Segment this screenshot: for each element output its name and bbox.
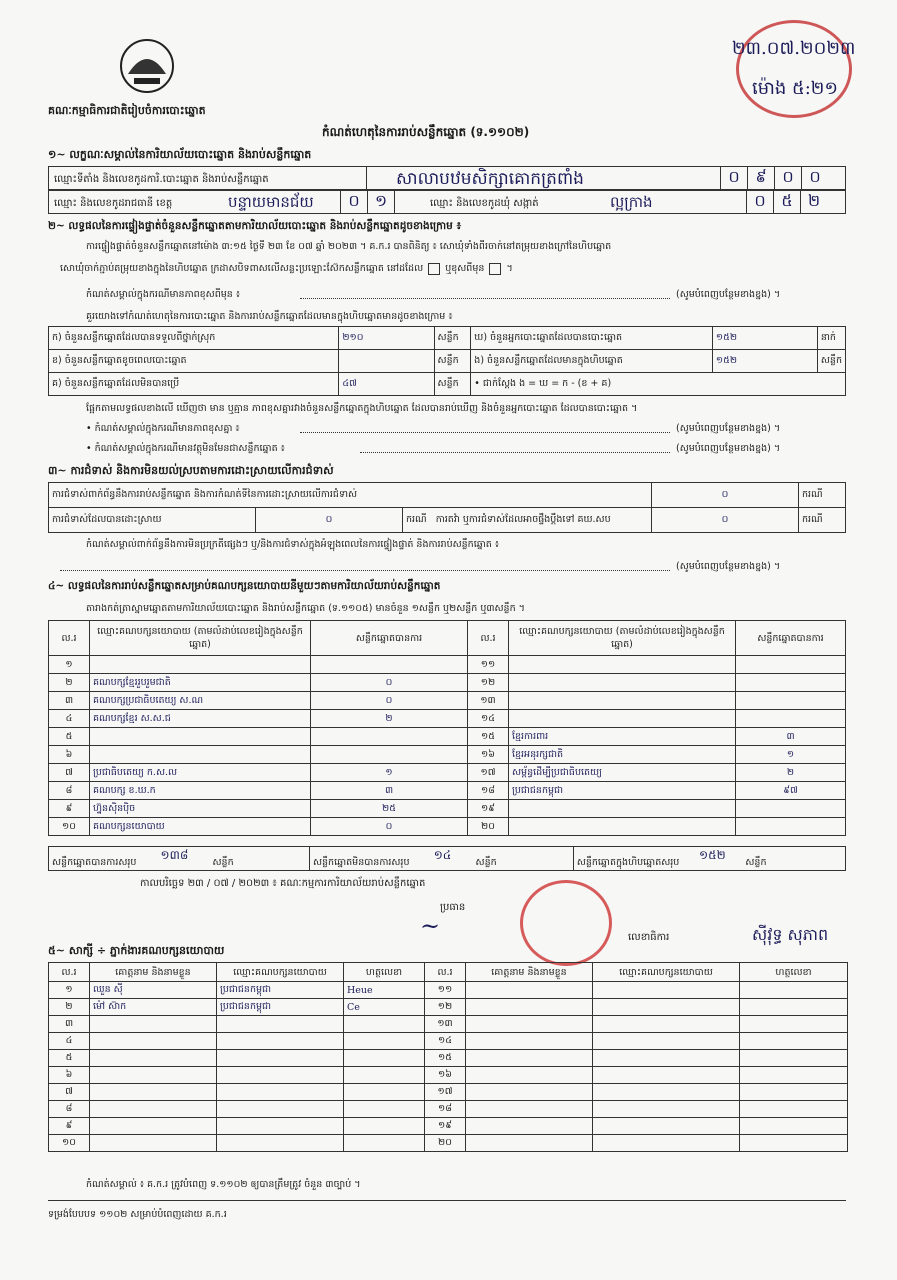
col-no: ល.រ xyxy=(49,621,90,656)
org-name: គណៈកម្មាធិការជាតិរៀបចំការបោះឆ្នោត xyxy=(48,104,206,117)
s2-title: ២~ លទ្ធផលនៃការផ្ទៀងផ្ទាត់ចំនួនសន្លឹកឆ្នោតតាមការិយាល័យបោះឆ្នោត និងរាប់សន្លឹកឆ្នោតដូចខាងក្រោម ៖ xyxy=(48,220,462,232)
party-name: គណបក្សខ្មែរ ស.ស.ជ xyxy=(90,710,311,728)
table-row xyxy=(49,847,846,871)
row-number: ១ xyxy=(49,656,90,674)
code-digit: ១ xyxy=(367,190,395,214)
row-number: ៦ xyxy=(49,746,90,764)
code-digit: ២ xyxy=(800,190,827,214)
table-row xyxy=(49,350,846,373)
code-digit: ០ xyxy=(340,190,367,214)
party-votes: ០ xyxy=(311,674,468,692)
party-votes xyxy=(736,656,846,674)
table-row xyxy=(49,508,846,533)
table-row xyxy=(49,1033,848,1050)
party-votes: ០ xyxy=(311,818,468,836)
table-row xyxy=(49,764,846,782)
witness-party xyxy=(217,1033,344,1050)
s2-para2: សោឃុំចាក់ភ្ជាប់តម្រុយខាងក្នុងនៃហិបឆ្នោត ក្រដាសបិទពាសលើសន្លះប្រឡោះស៊ែកសន្លឹកឆ្នោត នៅដដែល ឬខុសពីមុន ។ xyxy=(60,263,513,274)
count-unit: សន្លឹក xyxy=(434,327,471,350)
count-value: ១៥២ xyxy=(712,327,817,350)
party-votes: ៣ xyxy=(736,728,846,746)
s1-row1-value: សាលាបឋមសិក្សាគោកត្រពាំង xyxy=(396,169,584,189)
chair-signature: ~ xyxy=(420,912,441,940)
objection-unit: ករណី xyxy=(799,508,846,533)
row-number: ៨ xyxy=(49,782,90,800)
row-number: ១០ xyxy=(49,1135,90,1152)
objection-label xyxy=(403,508,652,533)
table-row xyxy=(49,373,846,396)
count-label: • ជាក់ស្តែង ង = ឃ = ក - (ខ + គ) xyxy=(471,373,846,396)
row-number: ៧ xyxy=(49,1084,90,1101)
row-number: ៦ xyxy=(49,1067,90,1084)
party-name xyxy=(509,656,736,674)
table-row xyxy=(49,999,848,1016)
code-digit: ៥ xyxy=(773,190,800,214)
s2-opt-changed: ឬខុសពីមុន xyxy=(445,263,485,274)
count-unit: សន្លឹក xyxy=(434,373,471,396)
secretary-name: ស៊ីវុទ្ធ សុភាព xyxy=(752,925,829,944)
witness-party xyxy=(593,982,740,999)
row-number: ១៤ xyxy=(468,710,509,728)
col-no: ល.រ xyxy=(468,621,509,656)
total-valid-unit: សន្លឹក xyxy=(212,857,234,868)
row-number: ១៧ xyxy=(468,764,509,782)
witness-signature xyxy=(344,1033,425,1050)
objection-label-b: ការតវ៉ា ឬការជំទាស់ដែលអាចផ្ទឹងប្ដឹងទៅ គឃ.សប xyxy=(435,514,611,525)
top-right-date: ២៣.០៧.២០២៣ xyxy=(732,38,856,59)
s4-title: ៤~ លទ្ធផលនៃការរាប់សន្លឹកឆ្នោតសម្រាប់គណបក្សនយោបាយនីមួយៗតាមការិយាល័យរាប់សន្លឹកឆ្នោត xyxy=(48,580,441,592)
count-label: គ) ចំនួនសន្លឹកឆ្នោតដែលមិនបានប្រើ xyxy=(49,373,339,396)
row-number: ៤ xyxy=(49,710,90,728)
witness-name xyxy=(466,1118,593,1135)
table-row xyxy=(49,782,846,800)
party-name xyxy=(509,710,736,728)
row-number: ៩ xyxy=(49,1118,90,1135)
witness-signature xyxy=(344,1101,425,1118)
witness-signature xyxy=(344,1084,425,1101)
count-value: ២១០ xyxy=(339,327,434,350)
s3-objection-table xyxy=(48,482,846,533)
row-number: ៥ xyxy=(49,728,90,746)
party-name xyxy=(509,818,736,836)
s5-footer: ទម្រង់បែបបទ ១១០២ សម្រាប់បំពេញដោយ គ.ក.រ xyxy=(48,1209,227,1220)
s1-row1-code xyxy=(720,166,828,190)
witness-name xyxy=(466,1101,593,1118)
witness-signature xyxy=(344,1016,425,1033)
s1-row2-value: បន្ទាយមានជ័យ xyxy=(228,193,314,211)
footer-divider xyxy=(48,1200,846,1201)
witness-signature xyxy=(740,1118,848,1135)
s2-note1-hint: (សូមបំពេញបន្ថែមខាងខ្នង) ។ xyxy=(676,289,781,300)
col-party: ឈ្មោះគណបក្សនយោបាយ xyxy=(593,963,740,982)
party-votes: ២ xyxy=(736,764,846,782)
code-digit: ០ xyxy=(746,190,773,214)
code-digit: ៩ xyxy=(747,166,774,190)
committee-stamp xyxy=(520,880,612,966)
witness-party xyxy=(593,999,740,1016)
party-name: គណបក្សខ្មែររួបរួមជាតិ xyxy=(90,674,311,692)
s2-b1: • កំណត់សម្គាល់ក្នុងករណីមានភាពខុសគ្នា ៖ xyxy=(86,423,240,434)
party-votes xyxy=(736,674,846,692)
witness-party xyxy=(217,1016,344,1033)
s4-totals xyxy=(48,846,846,871)
party-votes: ០ xyxy=(311,692,468,710)
s3-title: ៣~ ការជំទាស់ និងការមិនយល់ស្របតាមការដោះស្រាយលើការជំទាស់ xyxy=(48,464,334,477)
row-number: ១ xyxy=(49,982,90,999)
witness-party: ប្រជាជនកម្ពុជា xyxy=(217,982,344,999)
s1-title: ១~ លក្ខណៈសម្គាល់នៃការិយាល័យបោះឆ្នោត និងរាប់សន្លឹកឆ្នោត xyxy=(48,148,312,161)
witness-name xyxy=(90,1135,217,1152)
witness-name xyxy=(90,1101,217,1118)
party-name: ខ្មែរការពារ xyxy=(509,728,736,746)
party-votes: ៣ xyxy=(311,782,468,800)
party-votes: ១ xyxy=(736,746,846,764)
code-digit: ០ xyxy=(801,166,828,190)
witness-name xyxy=(466,999,593,1016)
s1-row2-code xyxy=(340,190,395,214)
party-name: ប្រជាជនកម្ពុជា xyxy=(509,782,736,800)
table-row xyxy=(49,728,846,746)
witness-name xyxy=(466,1033,593,1050)
party-votes xyxy=(311,746,468,764)
witness-name xyxy=(466,1050,593,1067)
objection-count: ០ xyxy=(652,483,799,508)
row-number: ១២ xyxy=(468,674,509,692)
witness-name xyxy=(90,1016,217,1033)
party-name: សម្ព័ន្ធដើម្បីប្រជាធិបតេយ្យ xyxy=(509,764,736,782)
witness-party: ប្រជាជនកម្ពុជា xyxy=(217,999,344,1016)
party-name: គណបក្ស ខ.ឃ.ក xyxy=(90,782,311,800)
form-title: កំណត់ហេតុនៃការរាប់សន្លឹកឆ្នោត (ទ.១១០២) xyxy=(322,125,530,139)
s4-results-table xyxy=(48,620,846,836)
s5-title: ៥~ សាក្សី ÷ ភ្នាក់ងារគណបក្សនយោបាយ xyxy=(48,944,225,957)
s2-para3: គួរយោងទៅកំណត់ហេតុនៃការបោះឆ្នោត និងការរាប់សន្លឹកឆ្នោតដែលមានក្នុងហិបឆ្នោតមានដូចខាងក្រោម ៖ xyxy=(86,311,453,322)
table-row xyxy=(49,1016,848,1033)
col-no: ល.រ xyxy=(49,963,90,982)
table-row xyxy=(49,656,846,674)
s3-note: កំណត់សម្គាល់ពាក់ព័ន្ធនឹងការមិនប្រក្រតីផ្សេងៗ ឬ/និងការជំទាស់ក្នុងអំឡុងពេលនៃការផ្ទៀងផ្ទាត់ និងការរាប់សន្លឹកឆ្នោត ៖ xyxy=(86,539,499,550)
col-sig: ហត្ថលេខា xyxy=(740,963,848,982)
witness-name xyxy=(466,1067,593,1084)
row-number: ១១ xyxy=(425,982,466,999)
witness-name xyxy=(466,1016,593,1033)
party-votes: ៩៧ xyxy=(736,782,846,800)
party-name: ហ្វ៊ុនស៊ិនប៉ិច xyxy=(90,800,311,818)
objection-count: ០ xyxy=(256,508,403,533)
total-invalid-value: ១៤ xyxy=(433,848,452,862)
party-name xyxy=(509,692,736,710)
witness-signature xyxy=(740,1135,848,1152)
objection-unit: ករណី xyxy=(406,514,427,525)
party-name xyxy=(90,746,311,764)
witness-party xyxy=(593,1084,740,1101)
table-row xyxy=(49,746,846,764)
table-row xyxy=(49,674,846,692)
row-number: ៣ xyxy=(49,692,90,710)
s2-b2-hint: (សូមបំពេញបន្ថែមខាងខ្នង) ។ xyxy=(676,443,781,454)
row-number: ១៧ xyxy=(425,1084,466,1101)
party-votes xyxy=(311,728,468,746)
party-votes: ២ xyxy=(311,710,468,728)
witness-name xyxy=(90,1067,217,1084)
row-number: ១១ xyxy=(468,656,509,674)
witness-party xyxy=(593,1033,740,1050)
witness-party xyxy=(593,1067,740,1084)
table-row xyxy=(49,1135,848,1152)
witness-party xyxy=(217,1101,344,1118)
total-box-label: សន្លឹកឆ្នោតក្នុងហិបឆ្នោតសរុប xyxy=(576,857,680,868)
table-row xyxy=(49,692,846,710)
party-name: គណបក្សនយោបាយ xyxy=(90,818,311,836)
row-number: ១៥ xyxy=(468,728,509,746)
total-invalid-unit: សន្លឹក xyxy=(475,857,497,868)
s3-hint: (សូមបំពេញបន្ថែមខាងខ្នង) ។ xyxy=(676,561,781,572)
witness-party xyxy=(217,1118,344,1135)
party-name: ខ្មែរអនុរក្សជាតិ xyxy=(509,746,736,764)
table-row xyxy=(49,1118,848,1135)
witness-signature xyxy=(740,1067,848,1084)
party-name xyxy=(509,674,736,692)
witness-signature: Ce xyxy=(344,999,425,1016)
row-number: ៩ xyxy=(49,800,90,818)
witness-party xyxy=(217,1050,344,1067)
table-row xyxy=(49,982,848,999)
count-unit: សន្លឹក xyxy=(817,350,845,373)
col-name: គោត្តនាម និងនាមខ្លួន xyxy=(466,963,593,982)
table-row xyxy=(49,800,846,818)
party-votes xyxy=(311,656,468,674)
objection-label: ការជំទាស់ដែលបានដោះស្រាយ xyxy=(49,508,256,533)
s1-row2-value-b: ល្អក្រាង xyxy=(610,193,653,211)
chair-label: ប្រធាន xyxy=(440,902,466,913)
witness-name xyxy=(90,1118,217,1135)
row-number: ១៣ xyxy=(468,692,509,710)
row-number: ១៤ xyxy=(425,1033,466,1050)
row-number: ២ xyxy=(49,674,90,692)
table-header-row xyxy=(49,621,846,656)
row-number: ៤ xyxy=(49,1033,90,1050)
col-name: គោត្តនាម និងនាមខ្លួន xyxy=(90,963,217,982)
witness-party xyxy=(593,1101,740,1118)
witness-name: ម៉ៅ ស៊ាក xyxy=(90,999,217,1016)
row-number: ១៥ xyxy=(425,1050,466,1067)
row-number: ៥ xyxy=(49,1050,90,1067)
count-label: ក) ចំនួនសន្លឹកឆ្នោតដែលបានទទួលពីថ្នាក់ស្រុក xyxy=(49,327,339,350)
table-row xyxy=(49,1067,848,1084)
s2-count-table xyxy=(48,326,846,396)
party-votes xyxy=(736,818,846,836)
witness-party xyxy=(593,1016,740,1033)
s5-witness-table xyxy=(48,962,848,1152)
count-value: ១៥២ xyxy=(712,350,817,373)
party-name: គណបក្សប្រជាធិបតេយ្យ ស.ណ xyxy=(90,692,311,710)
row-number: ២០ xyxy=(425,1135,466,1152)
table-row xyxy=(49,327,846,350)
code-digit: ០ xyxy=(774,166,801,190)
witness-name xyxy=(466,1135,593,1152)
party-votes: ១ xyxy=(311,764,468,782)
party-votes xyxy=(736,800,846,818)
changed-checkbox[interactable] xyxy=(489,263,501,275)
party-votes xyxy=(736,710,846,728)
witness-party xyxy=(593,1135,740,1152)
emblem-icon xyxy=(114,36,180,98)
col-party: ឈ្មោះគណបក្សនយោបាយ (តាមលំដាប់លេខរៀងក្នុងសន្លឹកឆ្នោត) xyxy=(90,621,311,656)
top-stamp xyxy=(736,20,852,118)
table-row xyxy=(49,1101,848,1118)
row-number: ១៩ xyxy=(468,800,509,818)
col-votes: សន្លឹកឆ្នោតបានការ xyxy=(311,621,468,656)
party-name xyxy=(509,800,736,818)
witness-party xyxy=(217,1084,344,1101)
col-party: ឈ្មោះគណបក្សនយោបាយ (តាមលំដាប់លេខរៀងក្នុងសន្លឹកឆ្នោត) xyxy=(509,621,736,656)
s1-row2-label-b: ឈ្មោះ និងលេខកូដឃុំ សង្កាត់ xyxy=(430,198,539,209)
witness-name xyxy=(90,1050,217,1067)
row-number: ២០ xyxy=(468,818,509,836)
s2-para1: ការផ្ទៀងផ្ទាត់ចំនួនសន្លឹកឆ្នោតនៅម៉ោង ៣:១៥ ថ្ងៃទី ២៣ ខែ ០៧ ឆ្នាំ ២០២៣ ។ គ.ក.រ បានពិនិត្យ ៖ សោឃុំទាំងពីរចាក់នៅតម្រុយខាងក្រៅនៃហិបឆ្នោត xyxy=(86,241,612,252)
s4-date-line: កាលបរិច្ឆេទ ២៣ / ០៧ / ២០២៣ ៖ គណៈកម្មការការិយាល័យរាប់សន្លឹកឆ្នោត xyxy=(140,878,426,889)
count-value: ៤៧ xyxy=(339,373,434,396)
witness-party xyxy=(217,1135,344,1152)
table-row xyxy=(49,483,846,508)
s1-row1-label: ឈ្មោះទីតាំង និងលេខកូដការិ.បោះឆ្នោត និងរាប់សន្លឹកឆ្នោត xyxy=(54,174,269,185)
table-row xyxy=(49,1084,848,1101)
witness-signature xyxy=(740,982,848,999)
s2-b1-hint: (សូមបំពេញបន្ថែមខាងខ្នង) ។ xyxy=(676,423,781,434)
code-digit: ០ xyxy=(720,166,747,190)
count-label: ឃ) ចំនួនអ្នកបោះឆ្នោតដែលបានបោះឆ្នោត xyxy=(471,327,713,350)
col-votes: សន្លឹកឆ្នោតបានការ xyxy=(736,621,846,656)
col-party: ឈ្មោះគណបក្សនយោបាយ xyxy=(217,963,344,982)
col-sig: ហត្ថលេខា xyxy=(344,963,425,982)
row-number: ១៦ xyxy=(468,746,509,764)
table-row xyxy=(49,818,846,836)
table-row xyxy=(49,710,846,728)
col-no: ល.រ xyxy=(425,963,466,982)
objection-label: ការជំទាស់ពាក់ព័ន្ធនឹងការរាប់សន្លឹកឆ្នោត និងការកំណត់ទីនៃការដោះស្រាយលើការជំទាស់ xyxy=(49,483,652,508)
witness-signature xyxy=(740,999,848,1016)
s1-row2-label: ឈ្មោះ និងលេខកូដរាជធានី ខេត្ត xyxy=(54,198,173,209)
s4-intro: តារាងកត់ត្រាស្នាមឆ្នោតតាមការិយាល័យបោះឆ្នោត និងរាប់សន្លឹកឆ្នោត (ទ.១១០៥) មានចំនួន ១សន្លឹក ឬ២សន្លឹក ឬ៣សន្លឹក ។ xyxy=(86,603,525,614)
table-header-row xyxy=(49,963,848,982)
count-label: ង) ចំនួនសន្លឹកឆ្នោតដែលមានក្នុងហិបឆ្នោត xyxy=(471,350,713,373)
row-number: ១៦ xyxy=(425,1067,466,1084)
witness-signature xyxy=(344,1050,425,1067)
row-number: ៨ xyxy=(49,1101,90,1118)
s2-para4: ផ្អែកតាមលទ្ធផលខាងលើ ឃើញថា មាន ឬគ្មាន ភាពខុសគ្នារវាងចំនួនសន្លឹកឆ្នោតក្នុងហិបឆ្នោត ដែលបានរាប់ឃើញ និងចំនួនអ្នកបោះឆ្នោត ដែលបានបោះឆ្នោត ។ xyxy=(86,403,638,414)
secretary-label: លេខាធិការ xyxy=(628,932,670,943)
s2-para2-text: សោឃុំចាក់ភ្ជាប់តម្រុយខាងក្នុងនៃហិបឆ្នោត ក្រដាសបិទពាសលើសន្លះប្រឡោះស៊ែកសន្លឹកឆ្នោត នៅដដែល xyxy=(60,263,424,274)
witness-signature xyxy=(740,1033,848,1050)
count-label: ខ) ចំនួនសន្លឹកឆ្នោតខូចពេលបោះឆ្នោត xyxy=(49,350,339,373)
objection-unit: ករណី xyxy=(799,483,846,508)
table-row xyxy=(49,1050,848,1067)
party-name xyxy=(90,656,311,674)
row-number: ៣ xyxy=(49,1016,90,1033)
s1-row2-code-b xyxy=(746,190,827,214)
party-votes: ២៥ xyxy=(311,800,468,818)
row-number: ១៩ xyxy=(425,1118,466,1135)
witness-signature: Heue xyxy=(344,982,425,999)
party-votes xyxy=(736,692,846,710)
row-number: ១០ xyxy=(49,818,90,836)
witness-name xyxy=(466,982,593,999)
witness-name: ឈួន ស៊ី xyxy=(90,982,217,999)
s2-b2: • កំណត់សម្គាល់ក្នុងករណីមានវត្ថុមិនមែនជាសន្លឹកឆ្នោត ៖ xyxy=(86,443,285,454)
top-right-time: ម៉ោង ៥:២១ xyxy=(752,78,839,99)
count-unit: សន្លឹក xyxy=(434,350,471,373)
party-name: ប្រជាធិបតេយ្យ ក.ស.ល xyxy=(90,764,311,782)
total-invalid-label: សន្លឹកឆ្នោតមិនបានការសរុប xyxy=(312,857,410,868)
row-number: ១៣ xyxy=(425,1016,466,1033)
total-box-unit: សន្លឹក xyxy=(745,857,767,868)
count-value xyxy=(339,350,434,373)
total-valid-label: សន្លឹកឆ្នោតបានការសរុប xyxy=(52,857,137,868)
s2-note1 xyxy=(86,288,240,302)
witness-party xyxy=(593,1118,740,1135)
witness-signature xyxy=(740,1016,848,1033)
count-unit: នាក់ xyxy=(817,327,845,350)
row-number: ២ xyxy=(49,999,90,1016)
witness-signature xyxy=(740,1084,848,1101)
witness-name xyxy=(90,1084,217,1101)
s5-footnote: កំណត់សម្គាល់ ៖ គ.ក.រ ត្រូវបំពេញ ទ.១១០២ ឲ្យបានត្រឹមត្រូវ ចំនួន ៣ច្បាប់ ។ xyxy=(86,1179,361,1190)
row-number: ៧ xyxy=(49,764,90,782)
row-number: ១៨ xyxy=(468,782,509,800)
witness-signature xyxy=(740,1101,848,1118)
witness-signature xyxy=(740,1050,848,1067)
total-valid-value: ១៣៨ xyxy=(160,848,189,862)
row-number: ១២ xyxy=(425,999,466,1016)
witness-signature xyxy=(344,1118,425,1135)
witness-name xyxy=(466,1084,593,1101)
unchanged-checkbox[interactable] xyxy=(428,263,440,275)
witness-signature xyxy=(344,1067,425,1084)
witness-party xyxy=(217,1067,344,1084)
witness-name xyxy=(90,1033,217,1050)
witness-signature xyxy=(344,1135,425,1152)
total-box-value: ១៥២ xyxy=(699,848,726,862)
objection-count: ០ xyxy=(652,508,799,533)
row-number: ១៨ xyxy=(425,1101,466,1118)
s2-note1-label: កំណត់សម្គាល់ក្នុងករណីមានភាពខុសពីមុន ៖ xyxy=(86,289,241,300)
party-name xyxy=(90,728,311,746)
witness-party xyxy=(593,1050,740,1067)
